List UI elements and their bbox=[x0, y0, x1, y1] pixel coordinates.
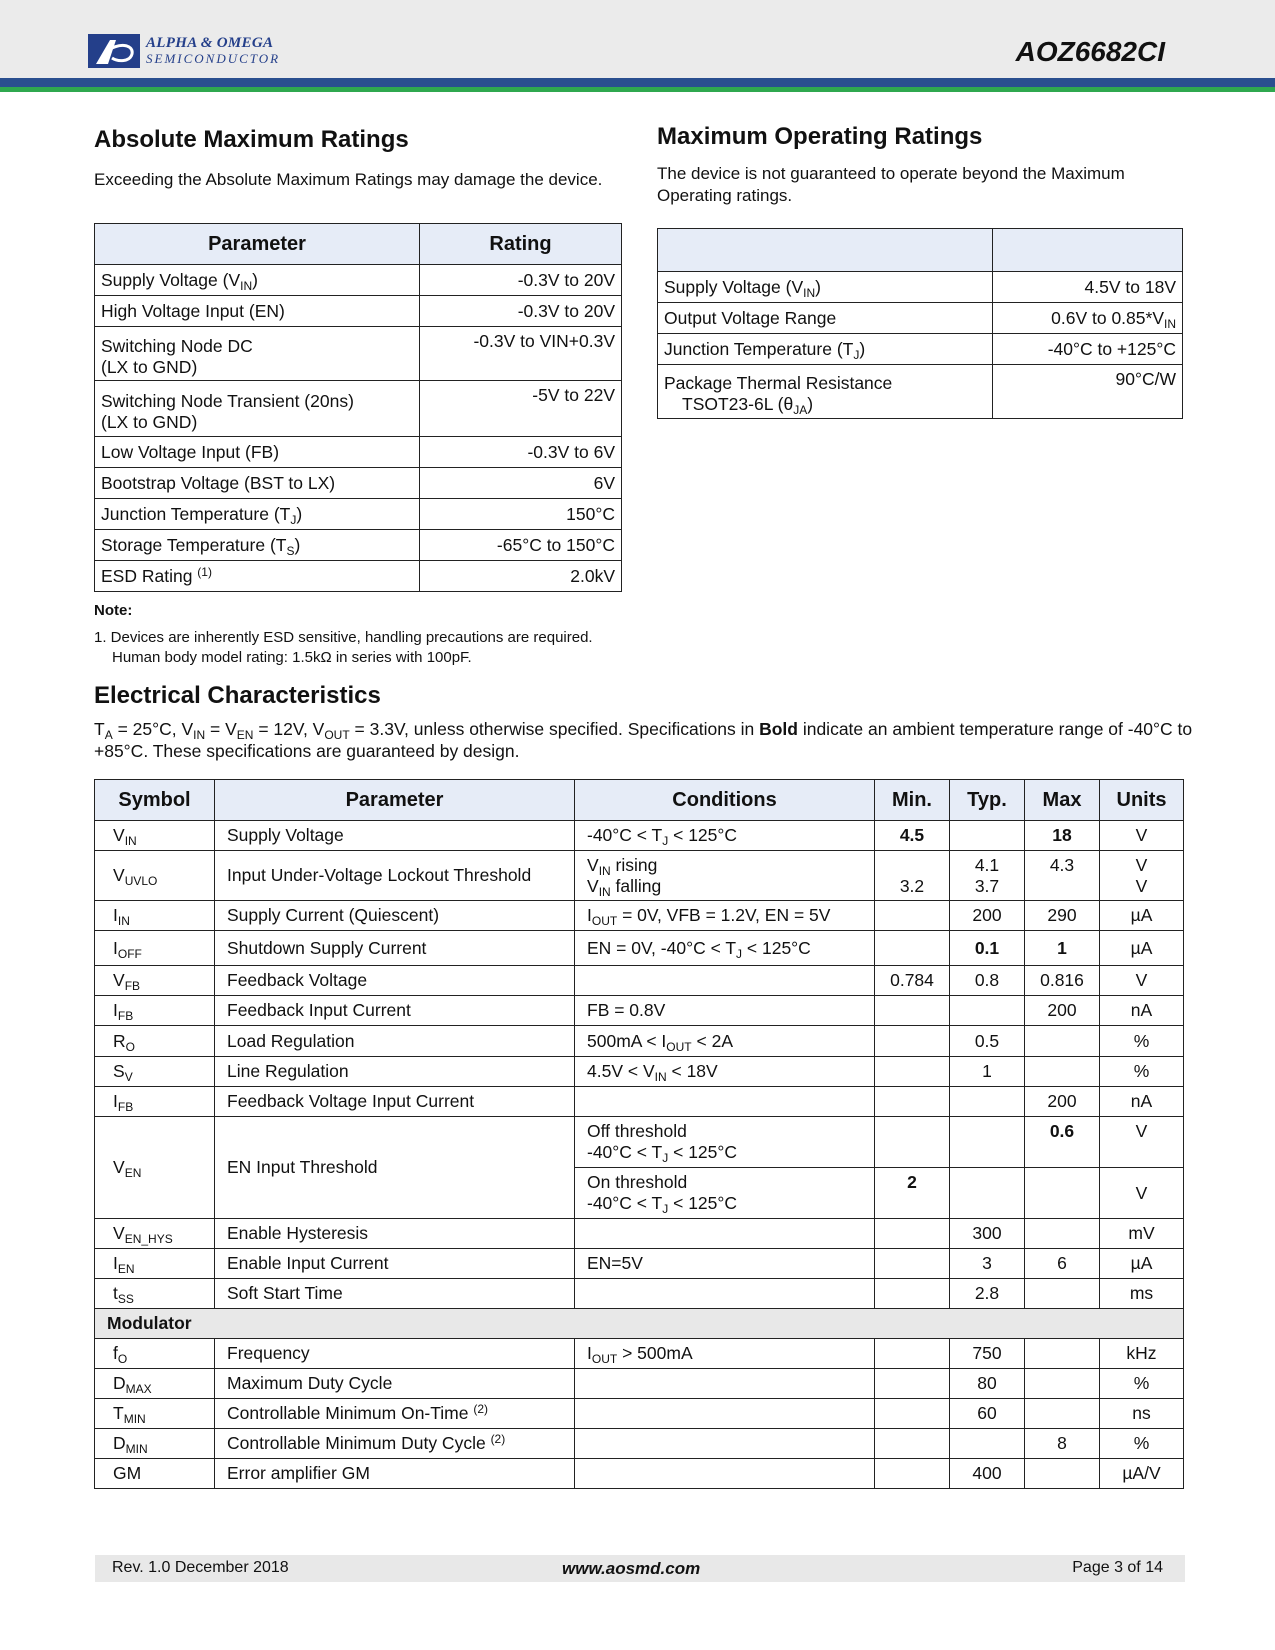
symbol-cell: $I_{FB}$ bbox=[95, 996, 215, 1026]
symbol-cell: $S_V$ bbox=[95, 1057, 215, 1087]
table-cell: 0.6 bbox=[1025, 1117, 1100, 1168]
table-row: High Voltage Input (EN) -0.3V to 20V bbox=[95, 296, 622, 327]
table-cell: nA bbox=[1100, 996, 1184, 1026]
table-cell: 0.784 bbox=[875, 966, 950, 996]
table-row: ESD Rating $^{(1)}$ 2.0kV bbox=[95, 561, 622, 592]
website-link[interactable]: www.aosmd.com bbox=[562, 1559, 701, 1578]
table-cell bbox=[875, 1279, 950, 1309]
table-cell: V bbox=[1100, 1117, 1184, 1168]
table-cell bbox=[950, 1117, 1025, 1168]
conditions-cell: $I_{OUT} = 0V$, VFB = 1.2V, EN = 5V bbox=[575, 901, 875, 931]
abs-max-table bbox=[94, 223, 622, 592]
table-row: Junction Temperature $(T_J)$ -40°C to +125°C bbox=[658, 334, 1183, 365]
symbol-cell: $V_{FB}$ bbox=[95, 966, 215, 996]
parameter-cell: Enable Input Current bbox=[215, 1249, 575, 1279]
parameter-cell: EN Input Threshold bbox=[215, 1117, 575, 1219]
revision: Rev. 1.0 December 2018 bbox=[112, 1559, 289, 1576]
symbol-cell: $D_{MAX}$ bbox=[95, 1369, 215, 1399]
table-cell: 0.816 bbox=[1025, 966, 1100, 996]
table-row bbox=[95, 1249, 1184, 1279]
table-cell bbox=[875, 1087, 950, 1117]
table-row bbox=[95, 851, 1184, 901]
abs-max-description: Exceeding the Absolute Maximum Ratings may damage the device. bbox=[94, 170, 603, 189]
table-cell: 750 bbox=[950, 1339, 1025, 1369]
part-number: AOZ6682CI bbox=[1015, 36, 1165, 67]
table-row bbox=[95, 1279, 1184, 1309]
table-cell bbox=[1025, 1168, 1100, 1219]
symbol-cell: $t_{SS}$ bbox=[95, 1279, 215, 1309]
page-footer bbox=[95, 1555, 1185, 1582]
table-cell: % bbox=[1100, 1429, 1184, 1459]
page-number: Page 3 of 14 bbox=[1072, 1559, 1163, 1576]
parameter-cell: Feedback Input Current bbox=[215, 996, 575, 1026]
symbol-cell: $V_{IN}$ bbox=[95, 821, 215, 851]
table-row bbox=[95, 821, 1184, 851]
table-row: Switching Node DC (LX to GND) -0.3V to VIN+0.3V bbox=[95, 327, 622, 381]
table-cell: % bbox=[1100, 1369, 1184, 1399]
conditions-cell bbox=[575, 1399, 875, 1429]
table-row bbox=[95, 1219, 1184, 1249]
conditions-cell: FB = 0.8V bbox=[575, 996, 875, 1026]
table-cell: ms bbox=[1100, 1279, 1184, 1309]
parameter-cell: Feedback Voltage Input Current bbox=[215, 1087, 575, 1117]
conditions-cell: EN=5V bbox=[575, 1249, 875, 1279]
conditions-cell bbox=[575, 1279, 875, 1309]
table-row bbox=[95, 1339, 1184, 1369]
table-cell: 60 bbox=[950, 1399, 1025, 1429]
elec-table bbox=[94, 779, 1184, 1489]
conditions-cell: EN = 0V, $-40^\circ C < T_J < 125^\circ C$ bbox=[575, 931, 875, 966]
table-row: Supply Voltage $(V_{IN})$ -0.3V to 20V bbox=[95, 265, 622, 296]
company-logo bbox=[88, 34, 280, 68]
section-label: Modulator bbox=[95, 1309, 1184, 1339]
table-cell: ns bbox=[1100, 1399, 1184, 1429]
table-row bbox=[95, 901, 1184, 931]
note-label: Note: bbox=[94, 602, 133, 619]
table-row: Junction Temperature $(T_J)$ 150°C bbox=[95, 499, 622, 530]
parameter-cell: Maximum Duty Cycle bbox=[215, 1369, 575, 1399]
conditions-cell bbox=[575, 1369, 875, 1399]
table-cell: 1 bbox=[950, 1057, 1025, 1087]
table-cell bbox=[950, 821, 1025, 851]
table-cell: µA bbox=[1100, 901, 1184, 931]
table-row bbox=[95, 1057, 1184, 1087]
abs-max-title: Absolute Maximum Ratings bbox=[94, 126, 409, 153]
table-cell: 3 bbox=[950, 1249, 1025, 1279]
table-cell: 200 bbox=[950, 901, 1025, 931]
max-op-description: The device is not guaranteed to operate beyond the Maximum Operating ratings. bbox=[657, 164, 1125, 205]
conditions-cell: Off threshold $-40^\circ C < T_J < 125^\circ C$ bbox=[575, 1117, 875, 1168]
table-row: Switching Node Transient (20ns) (LX to GND) -5V to 22V bbox=[95, 381, 622, 437]
symbol-cell: $I_{FB}$ bbox=[95, 1087, 215, 1117]
table-cell: 0.8 bbox=[950, 966, 1025, 996]
table-row bbox=[95, 931, 1184, 966]
table-cell bbox=[950, 1087, 1025, 1117]
parameter-cell: Controllable Minimum On-Time $^{(2)}$ bbox=[215, 1399, 575, 1429]
table-cell: nA bbox=[1100, 1087, 1184, 1117]
table-cell bbox=[875, 1219, 950, 1249]
table-cell bbox=[950, 1168, 1025, 1219]
table-cell: 200 bbox=[1025, 1087, 1100, 1117]
parameter-cell: Input Under-Voltage Lockout Threshold bbox=[215, 851, 575, 901]
conditions-cell: $-40^\circ C < T_J < 125^\circ C$ bbox=[575, 821, 875, 851]
symbol-cell: $V_{EN\_HYS}$ bbox=[95, 1219, 215, 1249]
table-cell: µA bbox=[1100, 1249, 1184, 1279]
conditions-cell: $4.5V < V_{IN} < 18V$ bbox=[575, 1057, 875, 1087]
table-row bbox=[95, 1459, 1184, 1489]
table-cell: % bbox=[1100, 1026, 1184, 1057]
table-cell bbox=[875, 996, 950, 1026]
table-cell: 3.2 bbox=[875, 851, 950, 901]
note-text: 1. Devices are inherently ESD sensitive, handling precautions are required. Human body model rating: 1.5kΩ in series with 100pF. bbox=[94, 629, 593, 666]
table-cell: 6 bbox=[1025, 1249, 1100, 1279]
table-row: Low Voltage Input (FB) -0.3V to 6V bbox=[95, 437, 622, 468]
table-cell: 200 bbox=[1025, 996, 1100, 1026]
parameter-cell: Controllable Minimum Duty Cycle $^{(2)}$ bbox=[215, 1429, 575, 1459]
table-row: Bootstrap Voltage (BST to LX) 6V bbox=[95, 468, 622, 499]
table-cell bbox=[1025, 1057, 1100, 1087]
parameter-cell: Supply Current (Quiescent) bbox=[215, 901, 575, 931]
conditions-cell: On threshold $-40^\circ C < T_J < 125^\circ C$ bbox=[575, 1168, 875, 1219]
table-cell bbox=[1025, 1459, 1100, 1489]
conditions-cell bbox=[575, 1087, 875, 1117]
table-cell: 4.3 bbox=[1025, 851, 1100, 901]
max-op-title: Maximum Operating Ratings bbox=[657, 123, 983, 150]
table-cell bbox=[875, 1117, 950, 1168]
table-cell: kHz bbox=[1100, 1339, 1184, 1369]
table-cell: µA bbox=[1100, 931, 1184, 966]
table-cell: 290 bbox=[1025, 901, 1100, 931]
table-cell bbox=[875, 901, 950, 931]
table-cell bbox=[1025, 1399, 1100, 1429]
table-cell: 300 bbox=[950, 1219, 1025, 1249]
logo-line2: SEMICONDUCTOR bbox=[146, 51, 281, 66]
table-cell bbox=[875, 1249, 950, 1279]
table-row: Output Voltage Range 0.6V to $0.85*V_{IN}$ bbox=[658, 303, 1183, 334]
conditions-cell bbox=[575, 1459, 875, 1489]
table-cell: 0.1 bbox=[950, 931, 1025, 966]
table-cell bbox=[875, 1369, 950, 1399]
table-cell bbox=[1025, 1339, 1100, 1369]
header-rule-blue bbox=[0, 78, 1275, 87]
table-cell bbox=[875, 1429, 950, 1459]
max-op-table bbox=[657, 228, 1183, 419]
parameter-cell: Soft Start Time bbox=[215, 1279, 575, 1309]
logo-icon bbox=[88, 34, 140, 68]
table-cell: V V bbox=[1100, 851, 1184, 901]
logo-line1: ALPHA & OMEGA bbox=[146, 35, 274, 51]
table-row bbox=[95, 1087, 1184, 1117]
conditions-cell: $I_{OUT} > 500mA$ bbox=[575, 1339, 875, 1369]
parameter-cell: Line Regulation bbox=[215, 1057, 575, 1087]
col-parameter: Parameter bbox=[95, 224, 420, 265]
table-cell: 0.5 bbox=[950, 1026, 1025, 1057]
symbol-cell: $T_{MIN}$ bbox=[95, 1399, 215, 1429]
table-row bbox=[95, 1429, 1184, 1459]
table-cell: V bbox=[1100, 821, 1184, 851]
table-cell bbox=[875, 1057, 950, 1087]
table-row: Storage Temperature $(T_S)$ -65°C to 150°C bbox=[95, 530, 622, 561]
conditions-cell: $V_{IN}$ rising $V_{IN}$ falling bbox=[575, 851, 875, 901]
table-cell bbox=[950, 1429, 1025, 1459]
elec-title: Electrical Characteristics bbox=[94, 682, 381, 709]
symbol-cell: $V_{UVLO}$ bbox=[95, 851, 215, 901]
symbol-cell: $f_O$ bbox=[95, 1339, 215, 1369]
header-rule-green bbox=[0, 87, 1275, 92]
conditions-cell bbox=[575, 966, 875, 996]
table-cell bbox=[1025, 1369, 1100, 1399]
symbol-cell: $I_{IN}$ bbox=[95, 901, 215, 931]
conditions-cell: $500mA < I_{OUT} < 2A$ bbox=[575, 1026, 875, 1057]
table-row bbox=[95, 996, 1184, 1026]
table-cell: 80 bbox=[950, 1369, 1025, 1399]
table-row bbox=[95, 1117, 1184, 1168]
symbol-cell: $I_{EN}$ bbox=[95, 1249, 215, 1279]
col-rating: Rating bbox=[420, 224, 622, 265]
parameter-cell: Feedback Voltage bbox=[215, 966, 575, 996]
table-cell bbox=[875, 1459, 950, 1489]
parameter-cell: Frequency bbox=[215, 1339, 575, 1369]
table-cell: 2.8 bbox=[950, 1279, 1025, 1309]
symbol-cell: $R_O$ bbox=[95, 1026, 215, 1057]
symbol-cell: $V_{EN}$ bbox=[95, 1117, 215, 1219]
elec-conditions: $T_A = 25^\circ C$, $V_{IN} = V_{EN} = 12V$, $V_{OUT} = 3.3V$, unless otherwise specified. Specifications in Bold indicate an ambient temperature range of -40°C to +85°C. These specifications are guaranteed by design. bbox=[94, 719, 1193, 761]
symbol-cell: $D_{MIN}$ bbox=[95, 1429, 215, 1459]
parameter-cell: Shutdown Supply Current bbox=[215, 931, 575, 966]
table-cell: 4.5 bbox=[875, 821, 950, 851]
table-cell bbox=[875, 931, 950, 966]
table-cell: 1 bbox=[1025, 931, 1100, 966]
table-header-row bbox=[95, 224, 622, 265]
table-cell bbox=[1025, 1279, 1100, 1309]
symbol-cell: GM bbox=[95, 1459, 215, 1489]
conditions-cell bbox=[575, 1219, 875, 1249]
parameter-cell: Load Regulation bbox=[215, 1026, 575, 1057]
parameter-cell: Error amplifier GM bbox=[215, 1459, 575, 1489]
table-row bbox=[95, 966, 1184, 996]
parameter-cell: Enable Hysteresis bbox=[215, 1219, 575, 1249]
table-cell: µA/V bbox=[1100, 1459, 1184, 1489]
table-header-row bbox=[658, 229, 1183, 272]
conditions-cell bbox=[575, 1429, 875, 1459]
table-cell bbox=[1025, 1026, 1100, 1057]
table-cell: 18 bbox=[1025, 821, 1100, 851]
parameter-cell: Supply Voltage bbox=[215, 821, 575, 851]
table-cell bbox=[875, 1026, 950, 1057]
table-row: Package Thermal Resistance TSOT23-6L $(\theta_{JA})$ 90°C/W bbox=[658, 365, 1183, 419]
table-cell: 2 bbox=[875, 1168, 950, 1219]
table-cell: 8 bbox=[1025, 1429, 1100, 1459]
table-header-row: Symbol Parameter Conditions Min. Typ. Max Units bbox=[95, 780, 1184, 821]
table-cell: V bbox=[1100, 966, 1184, 996]
table-cell: % bbox=[1100, 1057, 1184, 1087]
table-cell bbox=[875, 1339, 950, 1369]
table-cell bbox=[875, 1399, 950, 1429]
table-cell: 4.1 3.7 bbox=[950, 851, 1025, 901]
table-cell: mV bbox=[1100, 1219, 1184, 1249]
table-row: Supply Voltage $(V_{IN})$ 4.5V to 18V bbox=[658, 272, 1183, 303]
table-row bbox=[95, 1399, 1184, 1429]
table-cell: V bbox=[1100, 1168, 1184, 1219]
table-row bbox=[95, 1026, 1184, 1057]
section-row bbox=[95, 1309, 1184, 1339]
table-cell: 400 bbox=[950, 1459, 1025, 1489]
table-cell bbox=[1025, 1219, 1100, 1249]
symbol-cell: $I_{OFF}$ bbox=[95, 931, 215, 966]
table-row bbox=[95, 1369, 1184, 1399]
table-cell bbox=[950, 996, 1025, 1026]
